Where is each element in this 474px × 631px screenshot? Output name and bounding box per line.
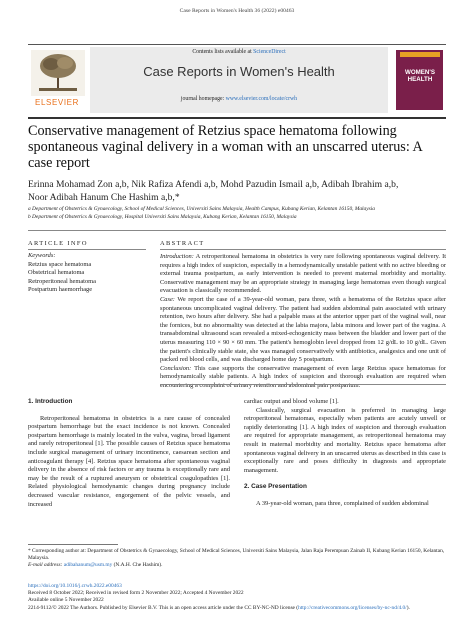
- keywords-block: [28, 252, 148, 295]
- article-title: Conservative management of Retzius space hematoma following spontaneous vaginal delivery in a woman with an unscarred uterus: A case report: [28, 123, 422, 171]
- sciencedirect-link[interactable]: ScienceDirect: [253, 49, 286, 55]
- conclusion-label: Conclusion:: [160, 364, 192, 372]
- email-label: E-mail address:: [28, 562, 64, 569]
- keywords-label: Keywords:: [28, 252, 56, 259]
- abstract-body: [160, 253, 446, 391]
- journal-reference: Case Reports in Women's Health 36 (2022) e00463: [179, 8, 295, 14]
- abstract-conclusion: [160, 365, 446, 391]
- abstract-heading: ABSTRACT: [160, 240, 205, 247]
- abstract-rule: [160, 249, 446, 250]
- body-paragraph: Retroperitoneal hematoma in obstetrics is a rare cause of concealed postpartum hemorrhage but the exact incidence is not known. Concealed postpartum hemorrhage is mainly located in the vulva, vagina, broad ligament and rarely retroperitoneal [1]. The possible causes of Retzius space hematoma include surgical management of urinary incontinence, caesarean section and anticoagulant therapy [4]. Retzius space hematoma after spontaneous vaginal delivery in the absence of risk factors or any trauma is exceptionally rare and may be the result of a ruptured aneurysm or obstetrical coagulopathies [1]. Related physiological hemodynamic changes during pregnancy include decreased vascular resistance, engorgement of the pelvic vessels, and increased: [28, 414, 230, 508]
- body-paragraph: Classically, surgical evacuation is preferred in managing large retroperitoneal hematomas, especially when patients are acutely unwell or rapidly deteriorating [1]. A high index of suspicion and thorough evaluation are required for appropriate management, as retroperitoneal hematoma may result in maternal morbidity and mortality. Retzius space hematoma after spontaneous vaginal delivery in an unscarred uterus as described in this case is exceptionally rare and poses difficulty in diagnosis and appropriate management.: [244, 406, 446, 474]
- body-column-right: [244, 398, 446, 512]
- body-paragraph: cardiac output and blood volume [1].: [244, 398, 339, 405]
- keyword-item: Retzius space hematoma: [28, 260, 92, 268]
- contents-prefix: Contents lists available at: [192, 49, 254, 55]
- keyword-item: Obstetrical hematoma: [28, 269, 85, 277]
- license-prefix: 2214-9112/© 2022 The Authors. Published by Elsevier B.V. This is an open access article under the CC BY-NC-ND license (: [28, 604, 299, 611]
- received-dates: Received 8 October 2022; Received in revised form 2 November 2022; Accepted 4 November 2022: [28, 590, 244, 597]
- authors-line-1: Erinna Mohamad Zon a,b, Nik Rafiza Afendi a,b, Mohd Pazudin Ismail a,b, Adibah Ibrahim a,b,: [28, 179, 399, 190]
- homepage-line: [90, 96, 388, 102]
- affiliation-b: b Department of Obstetrics & Gynaecology, Hospital Universiti Sains Malaysia, Kubang Kerian, Kelantan 16150, Malaysia: [28, 214, 297, 220]
- case-label: Case:: [160, 295, 175, 303]
- intro-label: Introduction:: [160, 253, 194, 260]
- corresponding-author-text: * Corresponding author at: Department of Obstetrics & Gynaecology, School of Medical Sciences, Universiti Sains Malaysia, Jalan Raja Perempuan Zainab II, Kubang Kerian 16150, Kelantan, Malaysia.: [28, 548, 445, 562]
- authors-line-2: Noor Adibah Hanum Che Hashim a,b,*: [28, 191, 180, 203]
- journal-title: Case Reports in Women's Health: [143, 64, 335, 79]
- section-heading-introduction: 1. Introduction: [28, 398, 73, 405]
- masthead-panel: [90, 47, 388, 113]
- abstract-case: [160, 296, 446, 365]
- article-footer: [28, 583, 446, 612]
- email-link[interactable]: adibahanum@usm.my: [63, 562, 113, 569]
- license-line: [28, 605, 446, 612]
- header-top-rule: [28, 44, 446, 45]
- email-suffix: (N.A.H. Che Hashim).: [112, 562, 163, 569]
- corresponding-author-footnote: [28, 548, 446, 570]
- article-info-rule: [28, 249, 146, 250]
- homepage-link[interactable]: www.elsevier.com/locate/crwh: [225, 96, 298, 102]
- email-line: [28, 562, 446, 569]
- body-paragraph: A 39-year-old woman, para three, complained of sudden abdominal: [256, 499, 429, 507]
- license-suffix: ).: [406, 604, 410, 611]
- homepage-prefix: journal homepage:: [180, 96, 226, 102]
- affiliation-a: a Department of Obstetrics & Gynaecology, School of Medical Sciences, Universiti Sains Malaysia, Health Campus, Kubang Kerian, Kelantan 16150, Malaysia: [28, 206, 375, 212]
- cover-accent-bar: [400, 52, 440, 57]
- cover-title: WOMEN'S HEALTH: [404, 69, 435, 83]
- abstract-bottom-rule: [160, 384, 446, 385]
- contents-line: [90, 49, 388, 55]
- keyword-item: Postpartum haemorrhage: [28, 286, 93, 294]
- intro-text: A retroperitoneal hematoma in obstetrics is very rare following spontaneous vaginal delivery. It requires a high index of suspicion, especially in a hemodynamically unstable patient with no active bleeding or external trauma postpartum, as early intervention is needed to prevent maternal morbidity and mortality. Conservative management may be an appropriate strategy in managing large hematomas even though surgical evacuation is classically recommended.: [160, 253, 446, 295]
- online-date: Available online 5 November 2022: [28, 597, 104, 604]
- footnote-rule: [28, 544, 118, 545]
- publisher-name: ELSEVIER: [35, 98, 79, 107]
- license-link[interactable]: http://creativecommons.org/licenses/by-nc-nd/4.0/: [298, 604, 407, 611]
- body-column-left: [28, 398, 230, 512]
- abstract-introduction: [160, 253, 446, 296]
- section-divider: [28, 230, 446, 231]
- doi-link[interactable]: https://doi.org/10.1016/j.crwh.2022.e00463: [28, 583, 122, 589]
- conclusion-text: This case supports the conservative management of even large Retzius space hematomas for hemodynamically stable patients. A high index of suspicion and thorough evaluation are required when encountering a complaint of urinary retention and abdominal pain postpartum.: [160, 364, 446, 389]
- elsevier-tree-logo: [31, 50, 85, 96]
- section-heading-case-presentation: 2. Case Presentation: [244, 483, 307, 491]
- masthead-bottom-rule: [28, 117, 446, 119]
- article-info-heading: ARTICLE INFO: [28, 240, 88, 247]
- author-list: [28, 179, 446, 204]
- keyword-item: Retroperitoneal hematoma: [28, 277, 96, 285]
- case-text: We report the case of a 39-year-old woman, para three, with a hematoma of the Retzius space after spontaneous uncomplicated vaginal delivery. The patient had sudden abdominal pain associated with urinary retention, two hours after delivery. She had a palpable mass at the anterior upper part of the vaginal wall, near the fornices, but no abnormality was detected at the labia majora, labia minora and lower part of the vagina. A transabdominal ultrasound scan revealed a mixed-echogenicity mass between the bladder and lower part of the uterus measuring 110 × 90 × 60 mm. The patient's hemoglobin level dropped from 12 g/dL to 10 g/dL. Given the patient's clinically stable state, she was managed conservatively with antibiotics, analgesics and one unit of packed red blood cells, and was discharged home day 5 postpartum.: [160, 295, 446, 364]
